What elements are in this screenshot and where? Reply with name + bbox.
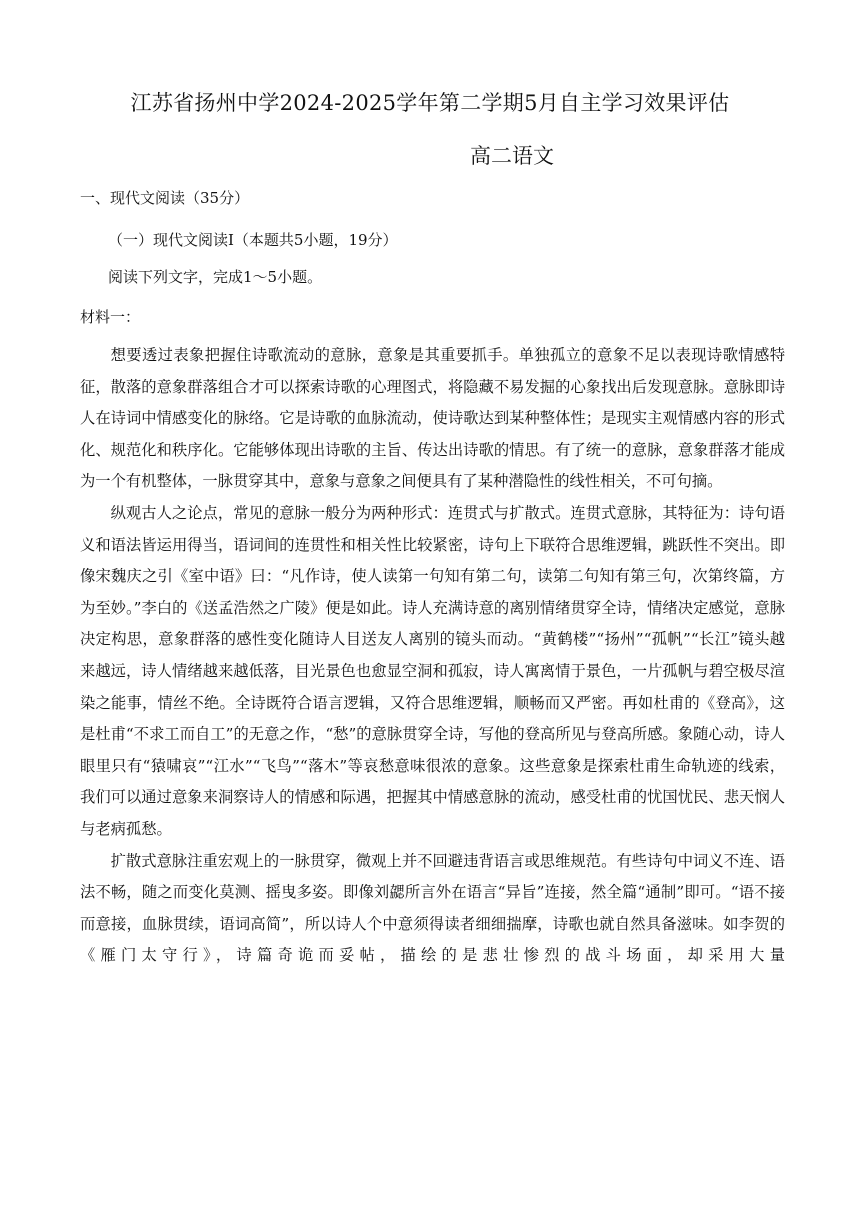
material-label: 材料一： xyxy=(80,308,141,326)
paragraph-3: 扩散式意脉注重宏观上的一脉贯穿，微观上并不回避违背语言或思维规范。有些诗句中词义不连、语法不畅，随之而变化莫测、摇曳多姿。即像刘勰所言外在语言“异旨”连接，然全篇“通制”即可。“语不接而意接，血脉贯续，语词高简”，所以诗人个中意须得读者细细揣摩，诗歌也就自然具备滋味。如李贺的《雁门太守行》，诗篇奇诡而妥帖，描绘的是悲壮惨烈的战斗场面，却采用大量 xyxy=(80,851,785,965)
section-heading: 一、现代文阅读（35分） xyxy=(80,189,250,207)
material-body xyxy=(80,340,785,972)
paragraph-1: 想要透过表象把握住诗歌流动的意脉，意象是其重要抓手。单独孤立的意象不足以表现诗歌情感特征，散落的意象群落组合才可以探索诗歌的心理图式，将隐藏不易发掘的心象找出后发现意脉。意脉即诗人在诗词中情感变化的脉络。它是诗歌的血脉流动，使诗歌达到某种整体性；是现实主观情感内容的形式化、规范化和秩序化。它能够体现出诗歌的主旨、传达出诗歌的情思。有了统一的意脉，意象群落才能成为一个有机整体，一脉贯穿其中，意象与意象之间便具有了某种潜隐性的线性相关，不可句摘。 xyxy=(80,346,785,491)
sub-heading: （一）现代文阅读Ⅰ（本题共5小题，19分） xyxy=(108,231,398,249)
document-subtitle: 高二语文 xyxy=(470,144,554,168)
document-title: 江苏省扬州中学2024-2025学年第二学期5月自主学习效果评估 xyxy=(130,91,730,115)
paragraph-2: 纵观古人之论点，常见的意脉一般分为两种形式：连贯式与扩散式。连贯式意脉，其特征为：诗句语义和语法皆运用得当，语词间的连贯性和相关性比较紧密，诗句上下联符合思维逻辑，跳跃性不突出。即像宋魏庆之引《室中语》曰：“凡作诗，使人读第一句知有第二句，读第二句知有第三句，次第终篇，方为至妙。”李白的《送孟浩然之广陵》便是如此。诗人充满诗意的离别情绪贯穿全诗，情绪决定感觉，意脉决定构思，意象群落的感性变化随诗人目送友人离别的镜头而动。“黄鹤楼”“扬州”“孤帆”“长江”镜头越来越远，诗人情绪越来越低落，目光景色也愈显空洞和孤寂，诗人寓离情于景色，一片孤帆与碧空极尽渲染之能事，情丝不绝。全诗既符合语言逻辑，又符合思维逻辑，顺畅而又严密。再如杜甫的《登高》，这是杜甫“不求工而自工”的无意之作，“愁”的意脉贯穿全诗，写他的登高所见与登高所感。象随心动，诗人眼里只有“猿啸哀”“江水”“飞鸟”“落木”等哀愁意味很浓的意象。这些意象是探索杜甫生命轨迹的线索，我们可以通过意象来洞察诗人的情感和际遇，把握其中情感意脉的流动，感受杜甫的忧国忧民、悲天悯人与老病孤愁。 xyxy=(80,503,785,838)
reading-instruction: 阅读下列文字，完成1～5小题。 xyxy=(108,268,323,286)
